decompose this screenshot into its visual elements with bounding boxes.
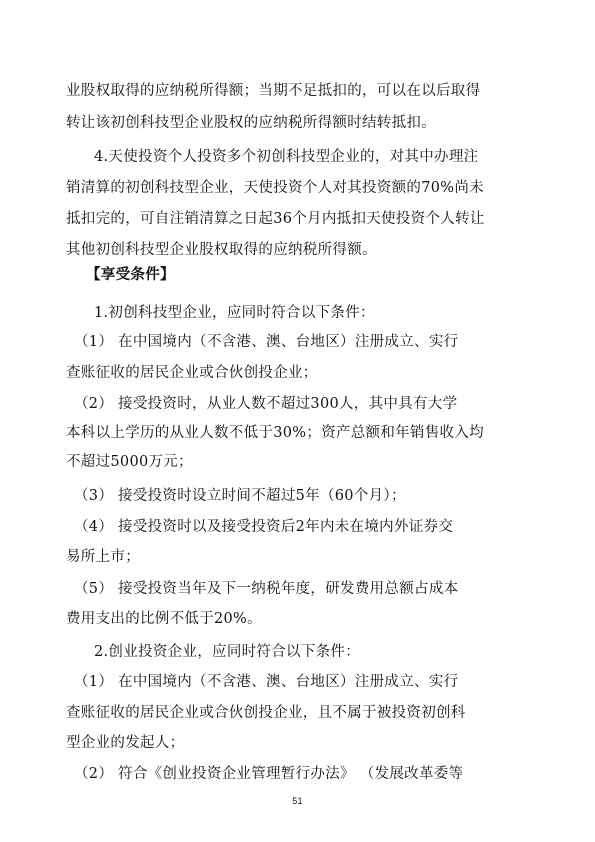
text-line: 型企业的发起人； <box>66 735 185 751</box>
section-heading: 【享受条件】 <box>86 267 175 283</box>
text-line: （3） 接受投资时设立时间不超过5年（60个月）； <box>74 488 406 504</box>
text-line: 转让该初创科技型企业股权的应纳税所得额时结转抵扣。 <box>66 115 436 131</box>
text-line: 本科以上学历的从业人数不低于30%；资产总额和年销售收入均 <box>66 425 484 441</box>
text-line: 抵扣完的，可自注销清算之日起36个月内抵扣天使投资个人转让 <box>66 211 485 227</box>
text-line: 1.初创科技型企业，应同时符合以下条件： <box>94 305 375 321</box>
page-number: 51 <box>292 796 303 806</box>
text-line: 4.天使投资个人投资多个初创科技型企业的，对其中办理注 <box>94 149 479 165</box>
text-line: 不超过5000万元； <box>66 454 193 470</box>
text-line: 易所上市； <box>66 549 140 565</box>
text-line: （5） 接受投资当年及下一纳税年度，研发费用总额占成本 <box>74 581 459 597</box>
text-line: （2） 符合《创业投资企业管理暂行办法》 （发展改革委等 <box>74 766 464 782</box>
text-line: （4） 接受投资时以及接受投资后2年内未在境内外证券交 <box>74 519 454 535</box>
text-line: 2.创业投资企业，应同时符合以下条件： <box>94 644 361 660</box>
text-line: 查账征收的居民企业或合伙创投企业； <box>66 365 318 381</box>
text-line: 其他初创科技型企业股权取得的应纳税所得额。 <box>66 242 377 258</box>
text-line: 查账征收的居民企业或合伙创投企业，且不属于被投资初创科 <box>66 705 466 721</box>
text-line: 费用支出的比例不低于20%。 <box>66 611 262 627</box>
text-line: （1） 在中国境内（不含港、澳、台地区）注册成立、实行 <box>74 334 459 350</box>
text-line: 业股权取得的应纳税所得额；当期不足抵扣的，可以在以后取得 <box>66 83 481 99</box>
text-line: （2） 接受投资时，从业人数不超过300人，其中具有大学 <box>74 396 458 412</box>
text-line: （1） 在中国境内（不含港、澳、台地区）注册成立、实行 <box>74 674 459 690</box>
text-line: 销清算的初创科技型企业，天使投资个人对其投资额的70%尚未 <box>66 180 484 196</box>
